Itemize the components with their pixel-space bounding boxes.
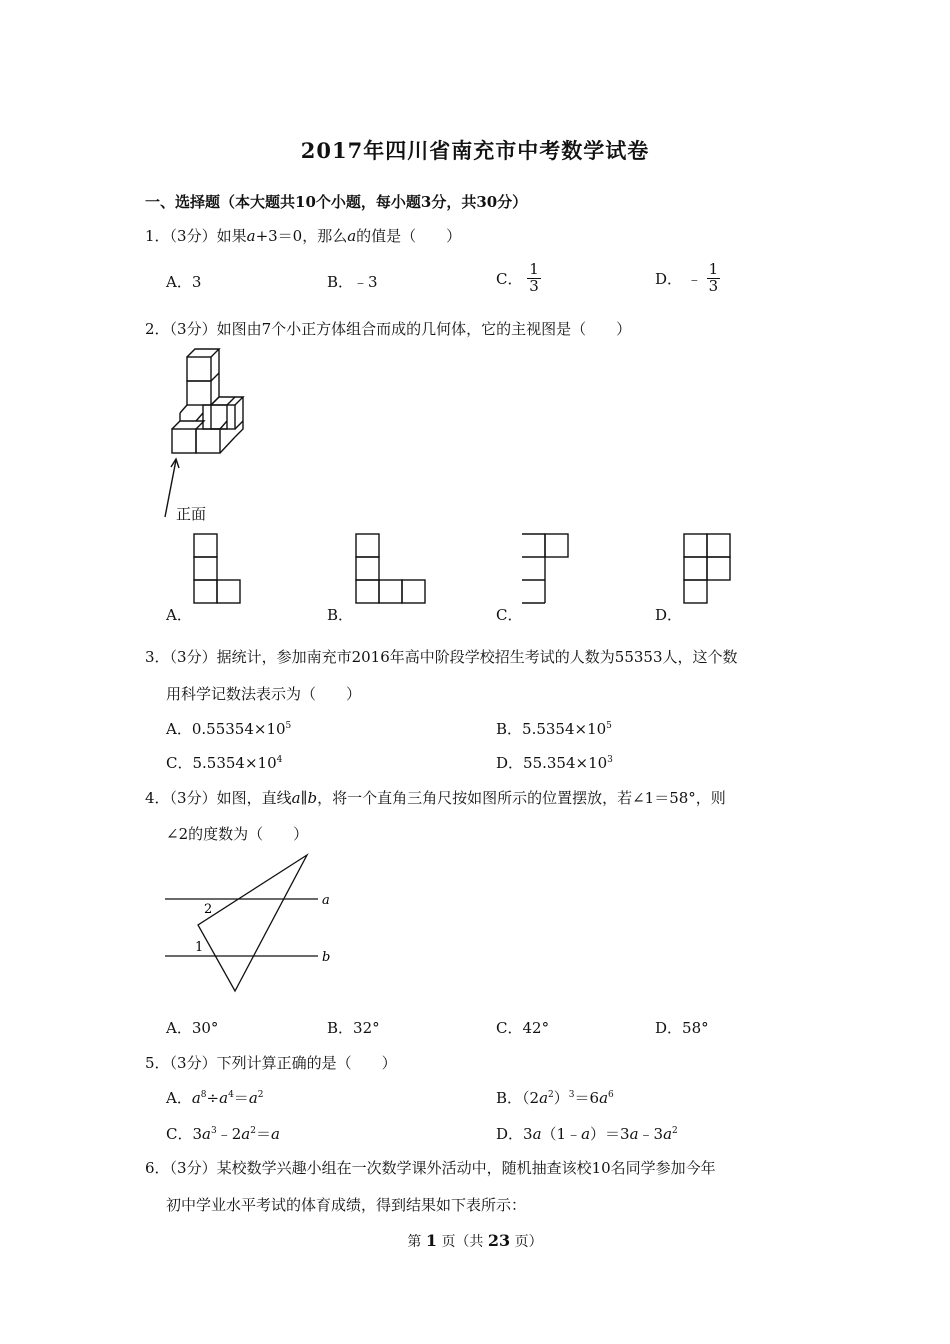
q1-option-c[interactable]: C． $\frac{1}{3}$ bbox=[496, 260, 539, 295]
q1-option-d[interactable]: D． ﹣ $\frac{1}{3}$ bbox=[655, 260, 719, 295]
page-footer: 第 1 页（共 23 页） bbox=[407, 1231, 543, 1250]
q3-option-b[interactable]: B．$5.5354\times 10^5$ bbox=[496, 720, 612, 738]
q3-option-a[interactable]: A．$0.55354\times 10^5$ bbox=[166, 720, 292, 738]
question-number: 1． bbox=[145, 227, 170, 245]
q3-option-c[interactable]: C．$5.5354\times 10^4$ bbox=[166, 754, 283, 772]
q2-option-c[interactable]: C． bbox=[496, 606, 523, 624]
q1-option-b[interactable]: B．﹣3 bbox=[327, 273, 378, 291]
question-3-stem-line2: 用科学记数法表示为（ ） bbox=[166, 685, 362, 703]
q3-option-d[interactable]: D．$55.354\times 10^3$ bbox=[496, 754, 613, 772]
q2-option-b[interactable]: B． bbox=[327, 606, 354, 624]
parallel-lines-triangle-figure bbox=[160, 850, 340, 1000]
question-4-stem-line1: 4．（3分）如图，直线a∥b，将一个直角三角尺按如图所示的位置摆放，若∠1＝58°，则 bbox=[145, 789, 726, 807]
q4-option-b[interactable]: B．32° bbox=[327, 1019, 380, 1037]
question-score: （3分） bbox=[169, 227, 217, 245]
angle-1-label: 1 bbox=[195, 940, 204, 955]
q5-option-c[interactable]: C．$3a^3﹣2a^2=a$ bbox=[166, 1125, 280, 1143]
cube-solid-figure bbox=[160, 345, 260, 525]
q5-option-d[interactable]: D．$3a(1﹣a)=3a﹣3a^2$ bbox=[496, 1125, 678, 1143]
section-header: 一、选择题（本大题共10个小题，每小题3分，共30分） bbox=[145, 193, 528, 211]
line-a-label: a bbox=[322, 893, 330, 908]
view-option-d[interactable] bbox=[683, 533, 735, 605]
q5-option-b[interactable]: B．$(2a^2)^3=6a^6$ bbox=[496, 1089, 614, 1107]
q2-option-d[interactable]: D． bbox=[655, 606, 683, 624]
q4-option-c[interactable]: C．42° bbox=[496, 1019, 550, 1037]
page-title: 2017年四川省南充市中考数学试卷 bbox=[300, 138, 650, 163]
angle-2-label: 2 bbox=[204, 902, 213, 917]
question-6-stem-line2: 初中学业水平考试的体育成绩，得到结果如下表所示： bbox=[166, 1196, 527, 1214]
question-3-stem-line1: 3．（3分）据统计，参加南充市2016年高中阶段学校招生考试的人数为55353人，这个数 bbox=[145, 648, 738, 666]
question-4-stem-line2: ∠2的度数为（ ） bbox=[166, 825, 309, 843]
q1-option-a[interactable]: A．3 bbox=[166, 273, 202, 291]
q4-option-d[interactable]: D．58° bbox=[655, 1019, 709, 1037]
front-label: 正面 bbox=[176, 505, 207, 523]
question-6-stem-line1: 6．（3分）某校数学兴趣小组在一次数学课外活动中，随机抽查该校10名同学参加今年 bbox=[145, 1159, 716, 1177]
view-option-b[interactable] bbox=[355, 533, 430, 605]
line-b-label: b bbox=[322, 950, 331, 965]
question-5-stem: 5．（3分）下列计算正确的是（ ） bbox=[145, 1054, 397, 1072]
fraction: $\frac{1}{3}$ bbox=[529, 260, 539, 295]
q2-option-a[interactable]: A． bbox=[166, 606, 192, 624]
fraction: $\frac{1}{3}$ bbox=[708, 260, 719, 295]
question-2-stem: 2．（3分）如图由7个小正方体组合而成的几何体，它的主视图是（ ） bbox=[145, 320, 632, 338]
view-option-a[interactable] bbox=[193, 533, 243, 605]
view-option-c[interactable] bbox=[520, 533, 572, 605]
q4-option-a[interactable]: A．30° bbox=[166, 1019, 219, 1037]
question-1-stem: 1．（3分）如果a+3＝0，那么a的值是（ ） bbox=[145, 227, 462, 245]
q5-option-a[interactable]: A．$a^8\div a^4=a^2$ bbox=[166, 1089, 264, 1107]
